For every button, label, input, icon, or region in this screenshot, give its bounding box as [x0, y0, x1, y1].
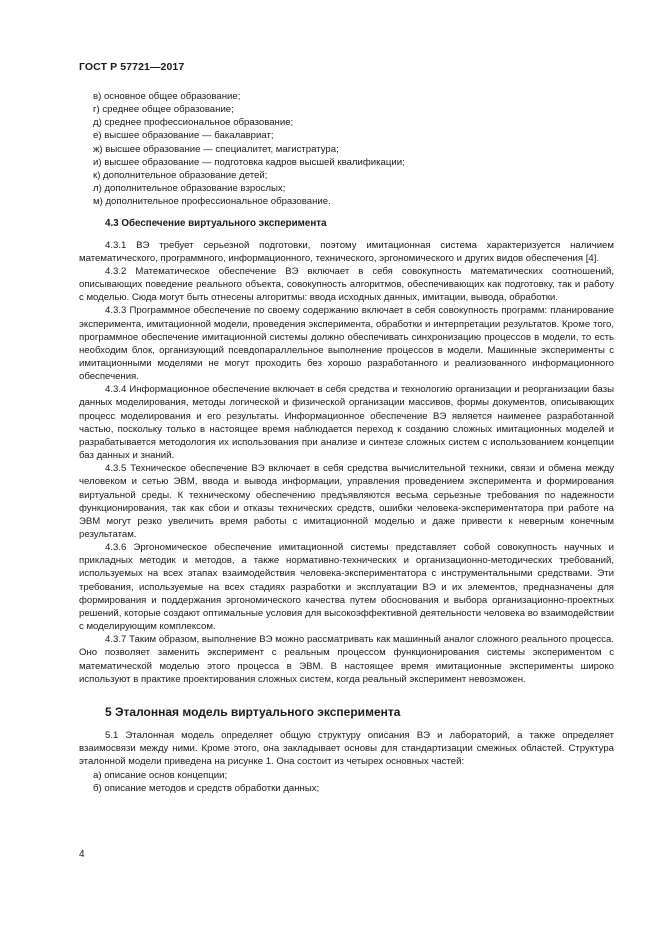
list-item: д) среднее профессиональное образование;	[93, 117, 294, 129]
paragraph-4-3-1: 4.3.1 ВЭ требует серьезной подготовки, поэтому имитационная система характеризуется наличием математического, программного, информационного, технического, эргономического и других видов обеспечения [4].	[79, 239, 614, 264]
document-body	[79, 90, 614, 795]
paragraph-4-3-4: 4.3.4 Информационное обеспечение включает в себя средства и технологию организации и реорганизации базы данных моделирования, методы логической и физической организации массивов, формы документов, описывающих процесс моделирования и его результаты. Информационное обеспечение ВЭ является наименее разработанной частью, поскольку только в настоящее время наблюдается переход к созданию сложных имитационных моделей и разрабатывается методология их использования при анализе и синтезе сложных систем с использованием концепции баз данных и знаний.	[79, 384, 614, 462]
list-item: л) дополнительное образование взрослых;	[93, 183, 286, 195]
page-number: 4	[79, 849, 85, 860]
list-item: а) описание основ концепции;	[93, 769, 228, 781]
paragraph-4-3-2: 4.3.2 Математическое обеспечение ВЭ включает в себя совокупность математических соотношений, описывающих поведение реального объекта, совокупность алгоритмов, обеспечивающих как подготовку, так и работу с моделью. Сюда могут быть отнесены алгоритмы: ввода исходных данных, имитации, вывода, обработки.	[79, 265, 614, 304]
paragraph-4-3-5: 4.3.5 Техническое обеспечение ВЭ включает в себя средства вычислительной техники, связи и обмена между человеком и сетью ЭВМ, ввода и вывода информации, управления проведением эксперимента и формирования виртуальной среды. К техническому обеспечению предъявляются весьма серьезные требования по надежности функционирования, так как сбои и отказы технических средств, ошибки человека-экспериментатора при работе на ЭВМ могут резко увеличить время работы с имитационной моделью и даже привести к неверным конечным результатам.	[79, 463, 614, 540]
list-item: к) дополнительное образование детей;	[93, 169, 268, 181]
paragraph-4-3-3: 4.3.3 Программное обеспечение по своему содержанию включает в себя совокупность программ: планирование эксперимента, имитационной модели, проведения эксперимента, обработки и интерпретации результатов. Кроме того, программное обеспечение имитационной системы должно обеспечивать синхронизацию процессов в модели, то есть необходим блок, организующий псевдопараллельное выполнение процессов в модели. Машинные эксперименты с имитационными моделями не могут проходить без хорошо разработанного и реализованного информационного обеспечения.	[79, 305, 614, 383]
section-heading-4-3: 4.3 Обеспечение виртуального эксперимента	[105, 218, 327, 230]
list-item: и) высшее образование — подготовка кадров высшей квалификации;	[93, 156, 405, 168]
paragraph-4-3-6: 4.3.6 Эргономическое обеспечение имитационной системы представляет собой совокупность научных и прикладных методик и методов, а также нормативно-технических и организационно-методических требований, используемых на всех этапах взаимодействия человека-экспериментатора с инструментальными средствами. Эти требования, используемые на всех стадиях разработки и эксплуатации ВЭ и их элементов, предназначены для формирования и поддержания эргономического качества путем обоснования и выбора организационно-проектных решений, которые создают оптимальные условия для высокоэффективной деятельности человека во взаимодействии с моделирующим комплексом.	[79, 542, 614, 633]
list-item: в) основное общее образование;	[93, 91, 241, 102]
list-item: б) описание методов и средств обработки данных;	[93, 782, 320, 794]
list-item: м) дополнительное профессиональное образование.	[93, 196, 331, 208]
section-heading-5: 5 Эталонная модель виртуального эксперимента	[105, 704, 401, 719]
document-header: ГОСТ Р 57721—2017	[79, 61, 185, 73]
list-item: г) среднее общее образование;	[93, 104, 234, 116]
list-item: ж) высшее образование — специалитет, магистратура;	[93, 143, 339, 155]
paragraph-4-3-7: 4.3.7 Таким образом, выполнение ВЭ можно рассматривать как машинный аналог сложного реального процесса. Оно позволяет заменить эксперимент с реальным процессом функционирования системы экспериментом с математической моделью этого процесса в ЭВМ. В настоящее время имитационные эксперименты широко используют в практике проектирования сложных систем, когда реальный эксперимент невозможен.	[79, 634, 614, 685]
list-item: е) высшее образование — бакалавриат;	[93, 130, 274, 142]
education-list	[79, 90, 614, 208]
paragraph-5-1: 5.1 Эталонная модель определяет общую структуру описания ВЭ и лабораторий, а также определяет взаимосвязи между ними. Кроме этого, она закладывает основы для стандартизации смежных областей. Структура эталонной модели приведена на рисунке 1. Она состоит из четырех основных частей:	[79, 730, 614, 768]
